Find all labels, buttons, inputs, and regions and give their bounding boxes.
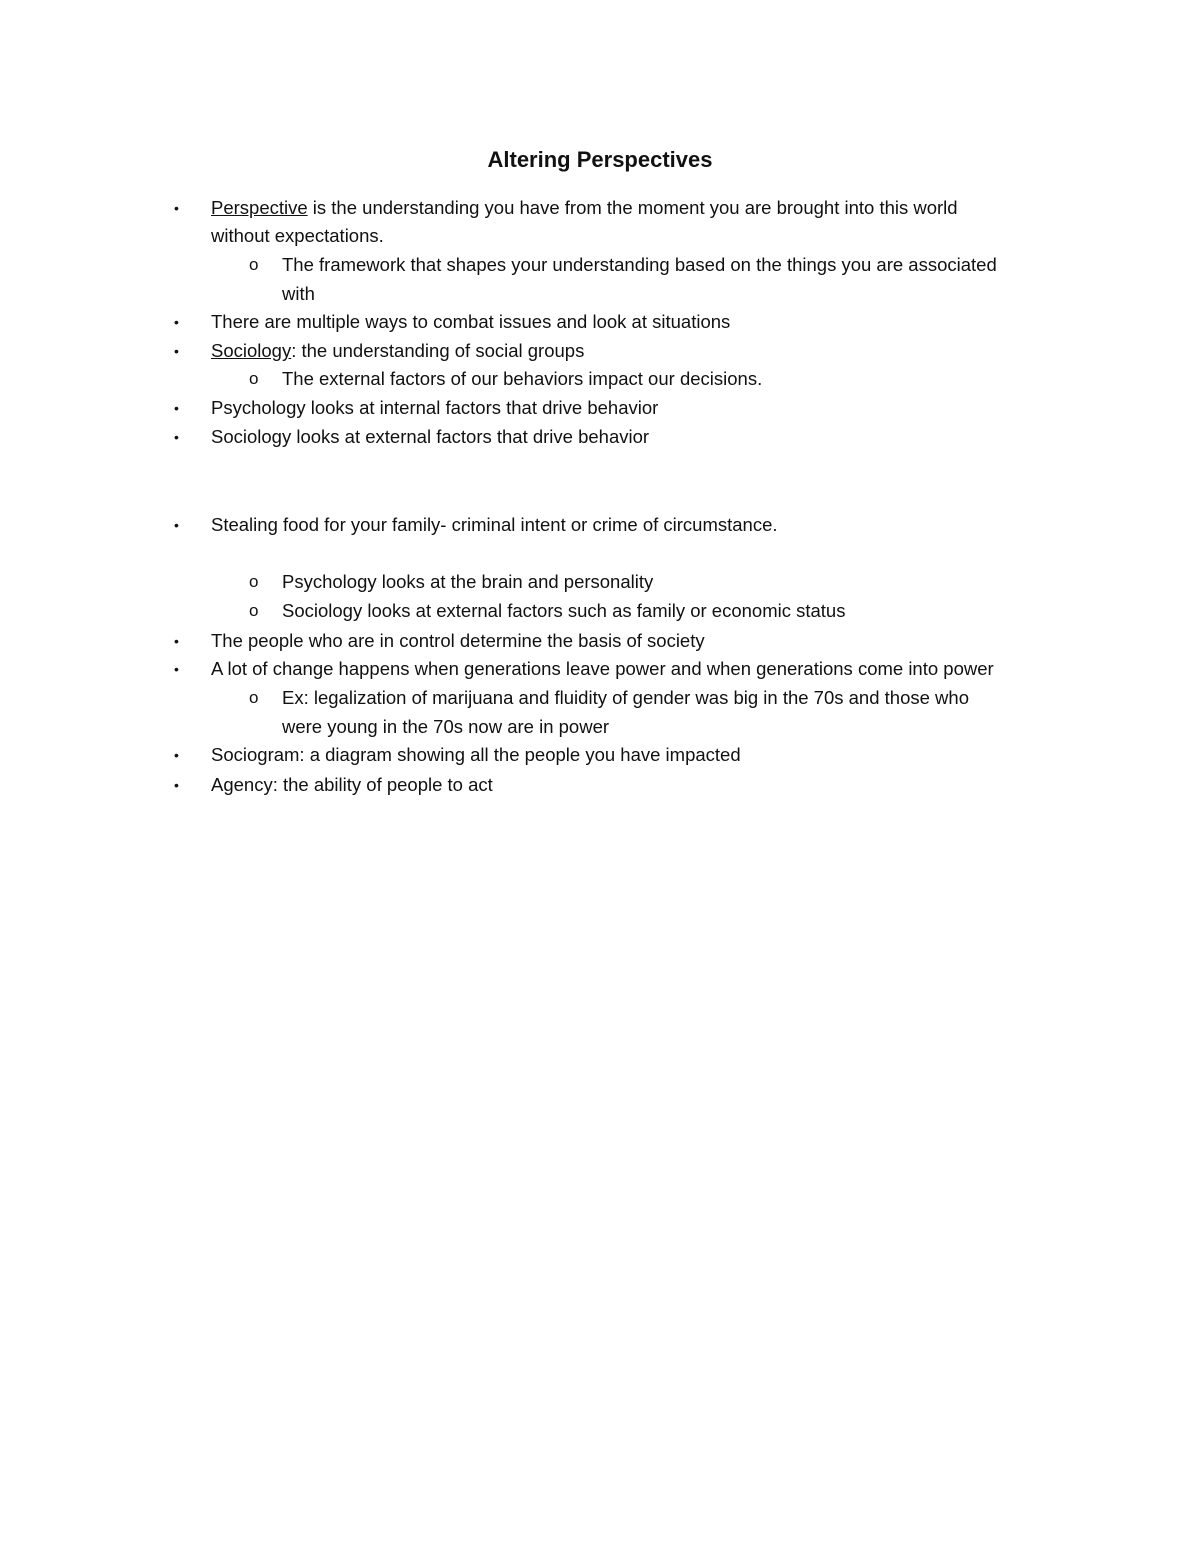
bullet-icon: • (174, 633, 179, 649)
list-item: The people who are in control determine the basis of society (211, 630, 705, 651)
list-item (211, 194, 958, 222)
list-item: A lot of change happens when generations leave power and when generations come into power (211, 658, 994, 679)
bullet-icon: • (174, 777, 179, 793)
sub-bullet-icon: o (249, 369, 259, 388)
list-item: There are multiple ways to combat issues and look at situations (211, 311, 731, 332)
list-item: Stealing food for your family- criminal intent or crime of circumstance. (211, 514, 778, 535)
item-continuation: with (282, 283, 315, 304)
sub-bullet-icon: o (249, 601, 259, 620)
sub-list-item: The external factors of our behaviors impact our decisions. (282, 368, 763, 389)
bullet-icon: • (174, 517, 179, 533)
sub-list-item: Psychology looks at the brain and personality (282, 571, 654, 592)
bullet-icon: • (174, 314, 179, 330)
item-text: is the understanding you have from the moment you are brought into this world (307, 197, 958, 218)
list-item: Sociogram: a diagram showing all the people you have impacted (211, 744, 741, 765)
bullet-icon: • (174, 200, 179, 216)
sub-bullet-icon: o (249, 688, 259, 707)
bullet-icon: • (174, 661, 179, 677)
document-title: Altering Perspectives (487, 147, 713, 172)
bullet-icon: • (174, 400, 179, 416)
list-item: Sociology looks at external factors that drive behavior (211, 426, 650, 447)
list-item (211, 337, 584, 365)
item-continuation: without expectations. (211, 225, 384, 246)
term-perspective: Perspective (211, 197, 308, 218)
sub-list-item: Sociology looks at external factors such as family or economic status (282, 600, 846, 621)
list-item: Agency: the ability of people to act (211, 774, 493, 795)
item-continuation: were young in the 70s now are in power (282, 716, 610, 737)
sub-list-item: The framework that shapes your understanding based on the things you are associated (282, 254, 997, 275)
sub-list-item: Ex: legalization of marijuana and fluidity of gender was big in the 70s and those who (282, 687, 969, 708)
bullet-icon: • (174, 343, 179, 359)
list-item: Psychology looks at internal factors that drive behavior (211, 397, 659, 418)
sub-bullet-icon: o (249, 255, 259, 274)
bullet-icon: • (174, 429, 179, 445)
sub-bullet-icon: o (249, 572, 259, 591)
bullet-icon: • (174, 747, 179, 763)
term-sociology: Sociology (211, 340, 292, 361)
item-text: : the understanding of social groups (291, 340, 585, 361)
